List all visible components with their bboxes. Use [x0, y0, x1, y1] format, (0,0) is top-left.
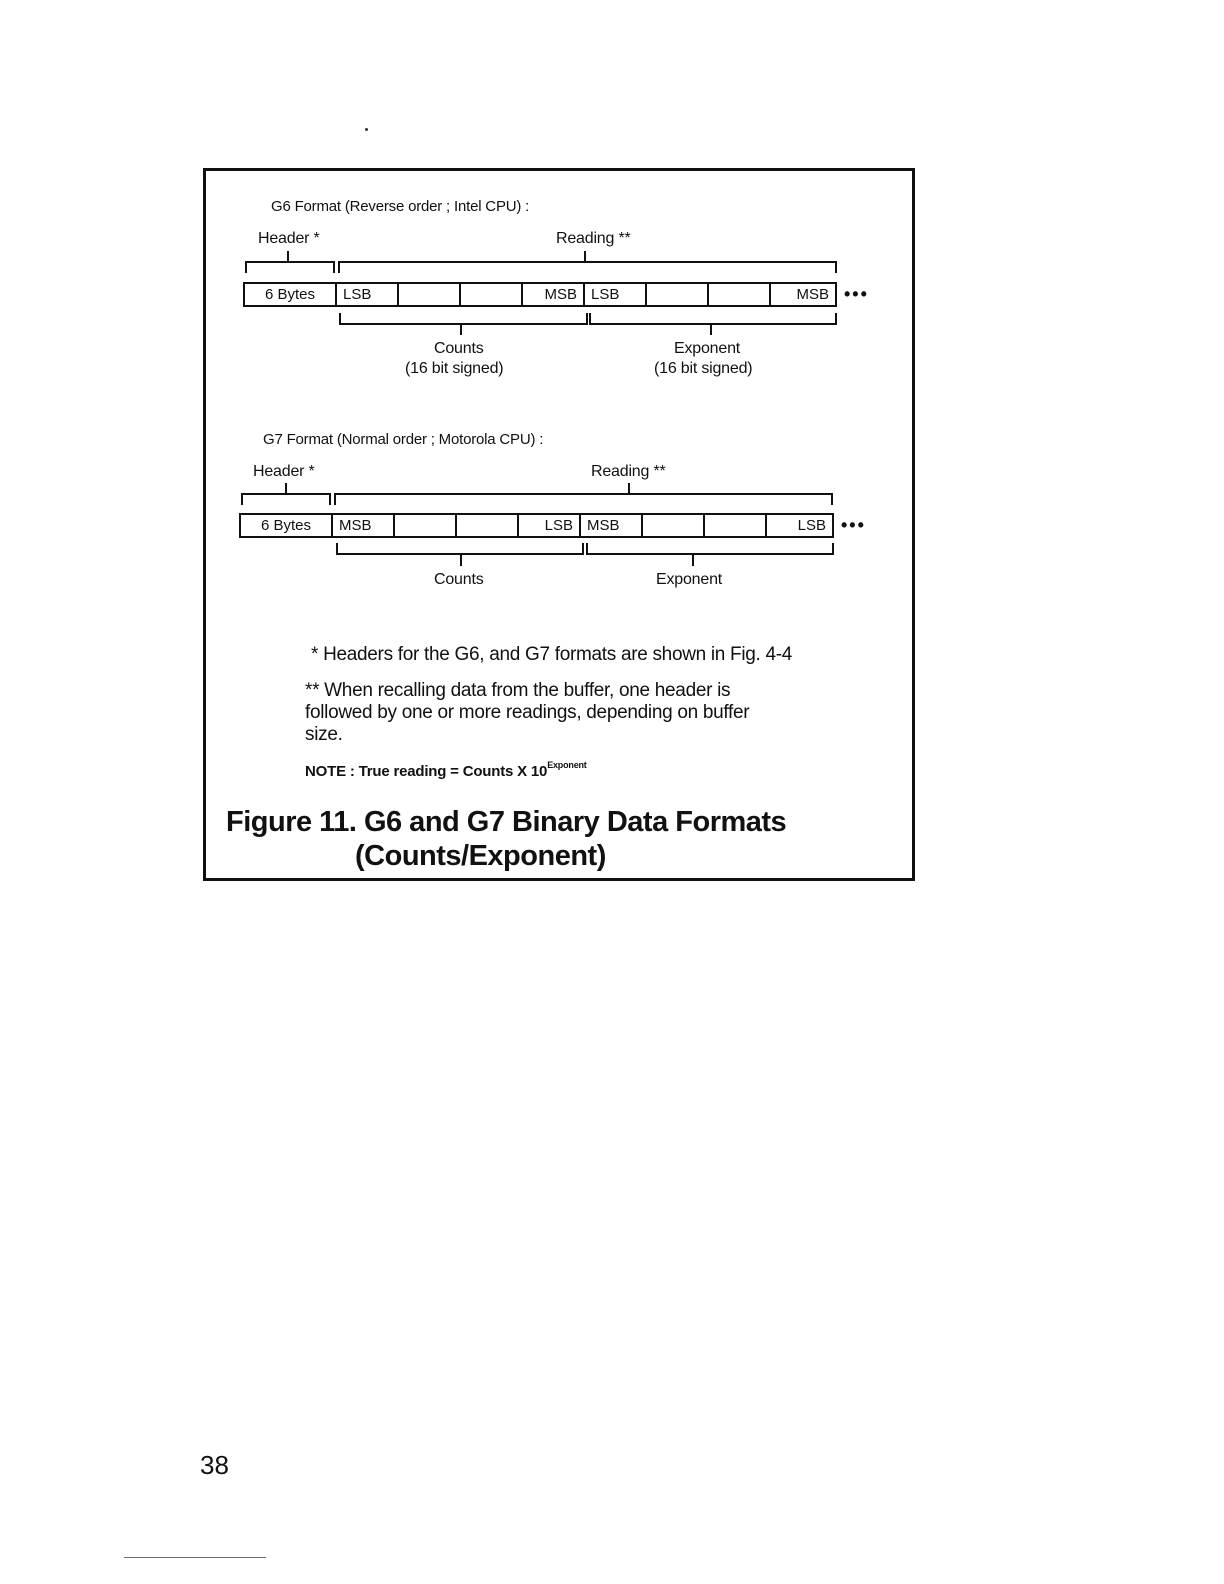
g7-exponent-lsb-cell: LSB: [797, 517, 826, 534]
figure-title-line2: (Counts/Exponent): [355, 840, 606, 872]
g6-exponent-subtitle: (16 bit signed): [654, 360, 753, 377]
g7-exponent-byte-cell: [705, 515, 767, 536]
g6-continuation-ellipsis: •••: [844, 284, 869, 304]
formula-note: [305, 760, 587, 780]
g6-exponent-bracket-tick: [710, 324, 712, 335]
g6-counts-byte-cell: [461, 284, 523, 305]
formula-exponent: Exponent: [547, 760, 587, 770]
g6-counts-bracket: [339, 313, 588, 325]
g6-counts-bracket-tick: [460, 324, 462, 335]
page-number: 38: [200, 1450, 229, 1480]
g7-counts-byte-cell: [395, 515, 457, 536]
figure-title-line1: Figure 11. G6 and G7 Binary Data Formats: [226, 806, 787, 838]
g7-exponent-msb-cell: MSB: [581, 515, 643, 536]
g6-format-title: G6 Format (Reverse order ; Intel CPU) :: [271, 198, 530, 215]
g7-continuation-ellipsis: •••: [841, 515, 866, 535]
headers-footnote: * Headers for the G6, and G7 formats are shown in Fig. 4-4: [311, 644, 793, 665]
g7-reading-label: Reading **: [591, 463, 666, 480]
g7-exponent-byte-cell: [643, 515, 705, 536]
g7-format-title: G7 Format (Normal order ; Motorola CPU) :: [263, 431, 544, 448]
g7-counts-label: Counts: [434, 571, 484, 588]
g6-exponent-byte-cell: [709, 284, 771, 305]
g6-exponent-lsb-cell: LSB: [585, 284, 647, 305]
g6-exponent-label: Exponent: [674, 340, 741, 357]
g7-exponent-bracket-tick: [692, 555, 694, 566]
footer-rule: [124, 1557, 266, 1558]
g6-reading-label: Reading **: [556, 230, 631, 247]
g6-reading-bracket: [338, 261, 837, 273]
g7-counts-msb-cell: MSB: [333, 515, 395, 536]
g6-exponent-msb-cell: MSB: [796, 286, 829, 303]
g7-exponent-bracket: [586, 543, 834, 555]
g6-exponent-byte-cell: [647, 284, 709, 305]
g7-exponent-label: Exponent: [656, 571, 723, 588]
g6-counts-subtitle: (16 bit signed): [405, 360, 504, 377]
g6-counts-label: Counts: [434, 340, 484, 357]
stray-dot: [365, 128, 368, 131]
g7-header-bytes-cell: 6 Bytes: [241, 515, 333, 536]
g6-counts-byte-cell: [399, 284, 461, 305]
g7-counts-lsb-cell: LSB: [519, 515, 581, 536]
g7-counts-bracket-tick: [460, 555, 462, 566]
g7-byte-row: [239, 513, 834, 538]
g6-counts-lsb-cell: LSB: [337, 284, 399, 305]
g7-reading-bracket: [334, 493, 833, 505]
g7-header-bracket: [241, 493, 331, 505]
g7-header-label: Header *: [253, 463, 315, 480]
g6-exponent-bracket: [589, 313, 837, 325]
recall-footnote: ** When recalling data from the buffer, one header is followed by one or more readings, depending on buffer size.: [305, 680, 750, 745]
formula-note-text: NOTE : True reading = Counts X 10: [305, 763, 548, 780]
g7-counts-byte-cell: [457, 515, 519, 536]
g7-counts-bracket: [336, 543, 584, 555]
g6-header-label: Header *: [258, 230, 320, 247]
g6-header-bytes-cell: 6 Bytes: [245, 284, 337, 305]
g6-byte-row: [243, 282, 837, 307]
g6-counts-msb-cell: MSB: [523, 284, 585, 305]
g6-header-bracket: [245, 261, 335, 273]
